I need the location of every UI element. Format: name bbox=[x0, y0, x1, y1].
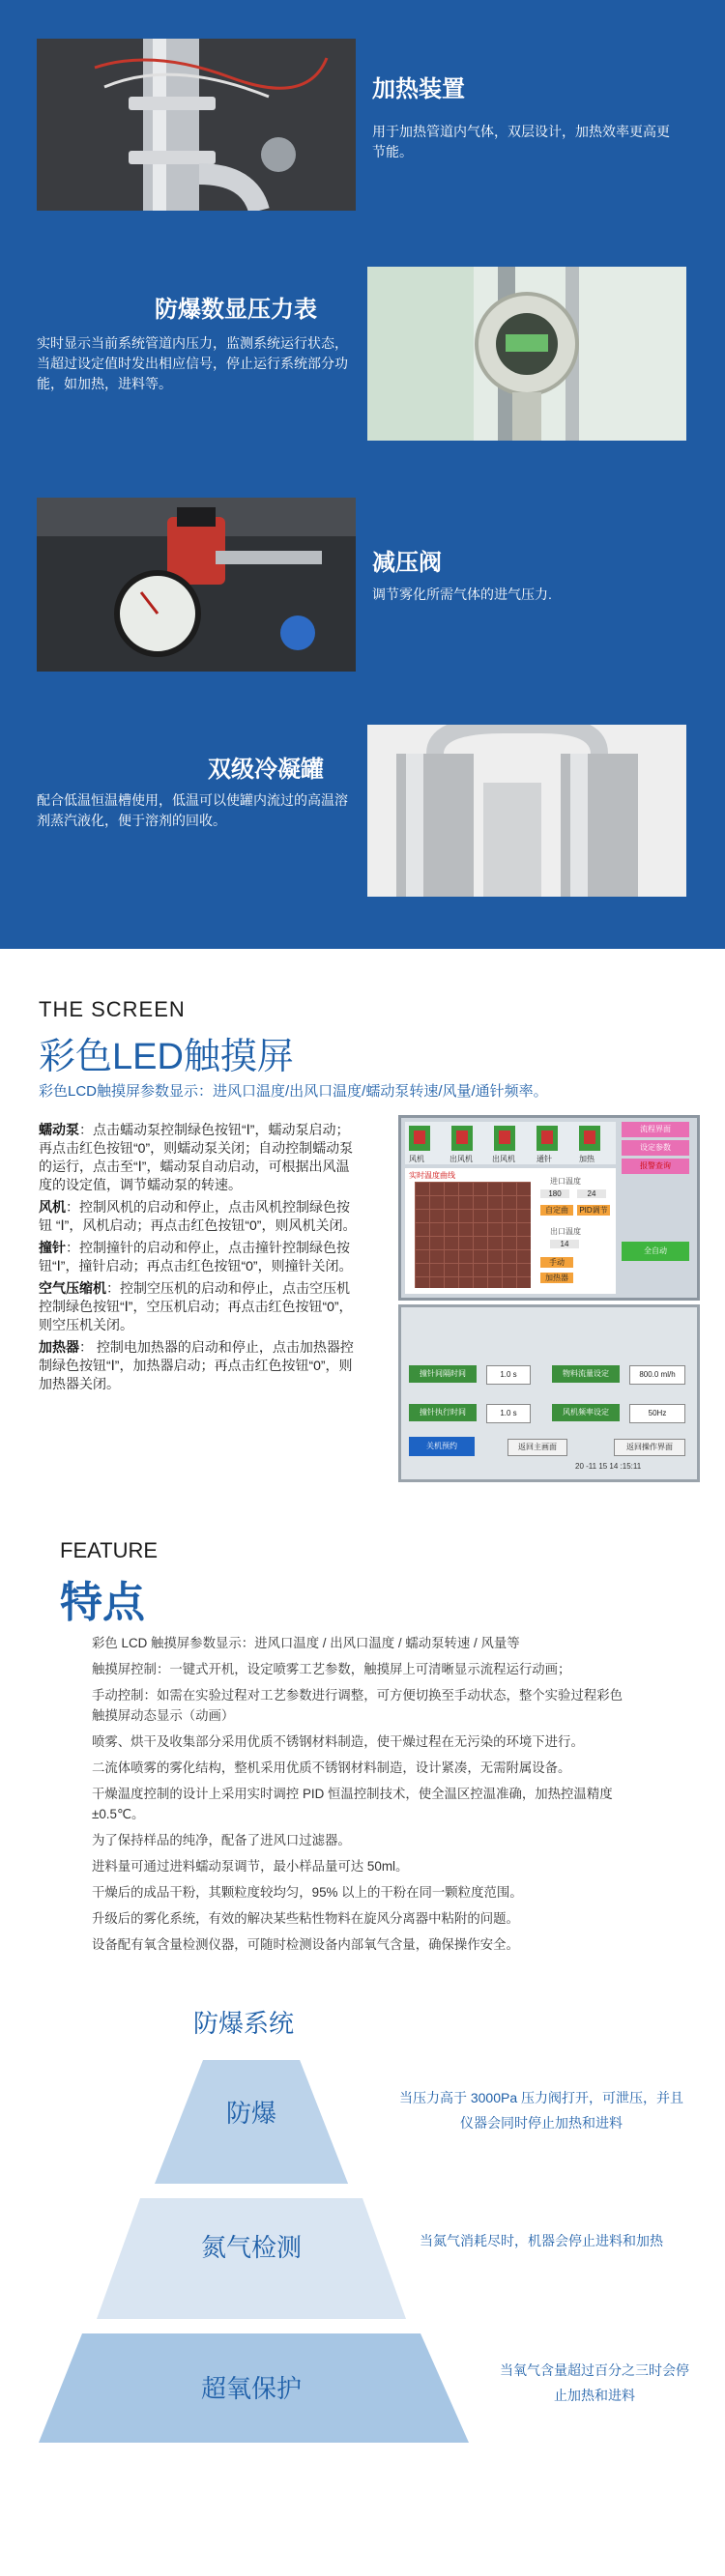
row-label: 风机频率设定 bbox=[552, 1404, 620, 1421]
row-value[interactable]: 1.0 s bbox=[486, 1404, 531, 1423]
feature-section-title: 特点 bbox=[60, 1579, 145, 1626]
back-flow-button[interactable]: 返回操作界面 bbox=[614, 1439, 685, 1456]
curve-button[interactable]: 自定曲 bbox=[540, 1205, 573, 1216]
pyramid-label: 氮气检测 bbox=[200, 2233, 302, 2262]
condenser-panel bbox=[367, 725, 686, 897]
row-value[interactable]: 50Hz bbox=[629, 1404, 685, 1423]
feature-item: 喷雾、烘干及收集部分采用优质不锈钢材料制造，使干燥过程在无污染的环境下进行。 bbox=[92, 1734, 584, 1749]
feature-desc: 配合低温恒温槽使用，低温可以使罐内流过的高温溶剂蒸汽液化，便于溶剂的回收。 bbox=[37, 792, 348, 828]
inlet-temp-set: 180 bbox=[540, 1189, 569, 1198]
hmi-clock: 20 -11 15 14 :15:11 bbox=[575, 1462, 642, 1471]
screen-section-title: 彩色LED触摸屏 bbox=[39, 1037, 294, 1077]
shutdown-schedule-button[interactable]: 关机预约 bbox=[409, 1437, 475, 1456]
chart-title: 实时温度曲线 bbox=[409, 1171, 455, 1180]
row-label: 撞针执行时间 bbox=[409, 1404, 477, 1421]
switch-label: 风机 bbox=[409, 1155, 424, 1163]
heater-button[interactable]: 加热器 bbox=[540, 1273, 573, 1283]
control-item: 蠕动泵：点击蠕动泵控制绿色按钮“Ⅰ”，蠕动泵启动；再点击红色按钮“0”，则蠕动泵关闭；自动控制蠕动泵的运行，点击至“Ⅰ”，蠕动泵自动启动，可根据出风温度的设定值，调节蠕动泵的转速。 bbox=[39, 1122, 354, 1192]
pyramid-label: 超氧保护 bbox=[200, 2374, 302, 2403]
feature-item: 进料量可通过进料蠕动泵调节，最小样品量可达 50ml。 bbox=[92, 1859, 409, 1874]
hmi-settings-screen bbox=[398, 1304, 700, 1482]
pyramid-desc: 当氮气消耗尽时，机器会停止进料和加热 bbox=[420, 2233, 663, 2248]
control-item: 空气压缩机：控制空压机的启动和停止，点击空压机控制绿色按钮“Ⅰ”，空压机启动；再点击红色按钮“0”，则空压机关闭。 bbox=[39, 1280, 353, 1332]
hmi-auto-button[interactable]: 全自动 bbox=[622, 1242, 689, 1261]
row-label: 撞针间隔时间 bbox=[409, 1365, 477, 1383]
row-value[interactable]: 1.0 s bbox=[486, 1365, 531, 1385]
feature-desc: 实时显示当前系统管道内压力，监测系统运行状态，当超过设定值时发出相应信号，停止运行系统部分功能，如加热，进料等。 bbox=[37, 335, 348, 391]
hmi-flow-button[interactable]: 流程界面 bbox=[622, 1122, 689, 1137]
switch-label: 通针 bbox=[536, 1155, 552, 1163]
switch-label: 加热 bbox=[579, 1155, 594, 1163]
back-main-button[interactable]: 返回主画面 bbox=[508, 1439, 567, 1456]
outlet-temp-value: 14 bbox=[550, 1240, 579, 1248]
valve-panel bbox=[37, 498, 356, 672]
feature-desc: 用于加热管道内气体，双层设计，加热效率更高更节能。 bbox=[372, 124, 670, 159]
hmi-main-screen bbox=[398, 1115, 700, 1301]
row-value[interactable]: 800.0 ml/h bbox=[629, 1365, 685, 1385]
feature-item: 升级后的雾化系统，有效的解决某些粘性物料在旋风分离器中粘附的问题。 bbox=[92, 1911, 519, 1926]
feature-item: 二流体喷雾的雾化结构，整机采用优质不锈钢材料制造，设计紧凑，无需附属设备。 bbox=[92, 1760, 571, 1775]
screen-section-label: THE SCREEN bbox=[39, 997, 186, 1021]
pyramid-desc: 当压力高于 3000Pa 压力阀打开，可泄压，并且仪器会同时停止加热和进料 bbox=[398, 2090, 684, 2131]
manual-button[interactable]: 手动 bbox=[540, 1257, 573, 1268]
feature-item: 干燥温度控制的设计上采用实时调控 PID 恒温控制技术，使全温区控温准确，加热控温精度 ±0.5℃。 bbox=[92, 1787, 613, 1821]
feature-title: 双级冷凝罐 bbox=[208, 757, 324, 783]
feature-desc: 调节雾化所需气体的进气压力. bbox=[372, 587, 552, 602]
feature-item: 设备配有氧含量检测仪器，可随时检测设备内部氧气含量，确保操作安全。 bbox=[92, 1937, 519, 1952]
screen-section-subtitle: 彩色LCD触摸屏参数显示：进风口温度/出风口温度/蠕动泵转速/风量/通针频率。 bbox=[39, 1083, 548, 1100]
control-item: 加热器： 控制电加热器的启动和停止，点击加热器控制绿色按钮“Ⅰ”，加热器启动；再点击红色按钮“0”，则加热器关闭。 bbox=[39, 1339, 354, 1391]
feature-item: 为了保持样品的纯净，配备了进风口过滤器。 bbox=[92, 1833, 351, 1847]
feature-item: 触摸屏控制：一键式开机，设定喷雾工艺参数，触摸屏上可清晰显示流程运行动画； bbox=[92, 1662, 571, 1676]
pyramid-desc: 当氧气含量超过百分之三时会停止加热和进料 bbox=[500, 2362, 689, 2403]
inlet-temp-actual: 24 bbox=[577, 1189, 606, 1198]
hmi-alarm-button[interactable]: 报警查询 bbox=[622, 1159, 689, 1174]
gauge-panel bbox=[367, 267, 686, 441]
temperature-curve-grid bbox=[415, 1182, 531, 1288]
switch-label: 出风机 bbox=[450, 1155, 473, 1163]
pyramid-label: 防爆 bbox=[225, 2099, 276, 2128]
pid-button[interactable]: PID调节 bbox=[577, 1205, 610, 1216]
control-descriptions bbox=[39, 1121, 358, 1397]
feature-title: 减压阀 bbox=[372, 550, 442, 576]
control-item: 风机：控制风机的启动和停止，点击风机控制绿色按钮 “Ⅰ”，风机启动；再点击红色按钮“0”，则风机关闭。 bbox=[39, 1199, 357, 1233]
component-features-section bbox=[0, 0, 725, 949]
feature-item: 干燥后的成品干粉，其颗粒度较均匀，95% 以上的干粉在同一颗粒度范围。 bbox=[92, 1885, 523, 1900]
feature-item: 彩色 LCD 触摸屏参数显示：进风口温度 / 出风口温度 / 蠕动泵转速 / 风量等 bbox=[92, 1636, 520, 1650]
feature-item: 手动控制：如需在实验过程对工艺参数进行调整，可方便切换至手动状态，整个实验过程彩色触摸屏动态显示（动画） bbox=[92, 1688, 624, 1723]
outlet-temp-label: 出口温度 bbox=[550, 1227, 581, 1236]
control-item: 撞针：控制撞针的启动和停止，点击撞针控制绿色按钮“Ⅰ”，撞针启动；再点击红色按钮“0”，则撞针关闭。 bbox=[39, 1240, 353, 1274]
heater-photo bbox=[37, 39, 356, 211]
hmi-param-button[interactable]: 设定参数 bbox=[622, 1140, 689, 1156]
feature-list bbox=[92, 1633, 633, 1961]
inlet-temp-label: 进口温度 bbox=[550, 1177, 581, 1186]
feature-title: 防爆数显压力表 bbox=[155, 297, 317, 323]
row-label: 物料流量设定 bbox=[552, 1365, 620, 1383]
safety-system-title: 防爆系统 bbox=[193, 2009, 295, 2038]
switch-label: 出风机 bbox=[492, 1155, 515, 1163]
feature-title: 加热装置 bbox=[372, 76, 465, 102]
feature-section-label: FEATURE bbox=[60, 1538, 159, 1562]
